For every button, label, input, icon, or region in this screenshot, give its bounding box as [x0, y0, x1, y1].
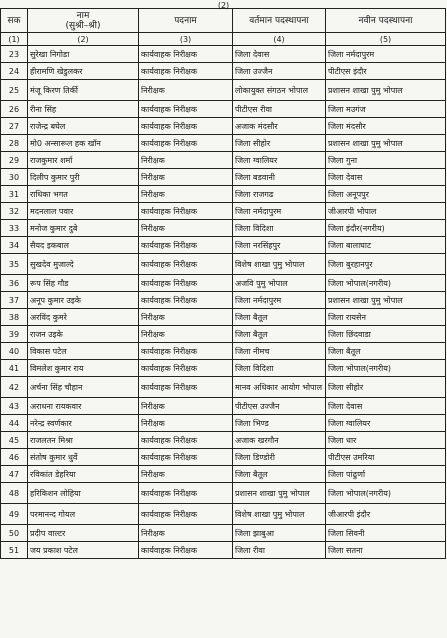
officer-name: हीरामणि खेडुलकर	[28, 63, 139, 80]
serial-number: 31	[1, 186, 28, 203]
designation: कार्यवाहक निरीक्षक	[139, 254, 233, 275]
current-posting: जिला रीवा	[233, 542, 326, 559]
serial-number: 38	[1, 309, 28, 326]
designation: निरीक्षक	[139, 326, 233, 343]
officer-name: सुखदेव मुजाल्दे	[28, 254, 139, 275]
new-posting: जिला पांढुर्णा	[326, 466, 446, 483]
officer-name: संतोष कुमार धुर्वे	[28, 449, 139, 466]
designation: निरीक्षक	[139, 398, 233, 415]
current-posting: पीटीएस उज्जैन	[233, 398, 326, 415]
table-row	[1, 398, 446, 415]
new-posting: जिला इंदौर(नगरीय)	[326, 220, 446, 237]
table-row	[1, 466, 446, 483]
new-posting: पीटीएस इंदौर	[326, 63, 446, 80]
designation: कार्यवाहक निरीक्षक	[139, 343, 233, 360]
column-number: (1)	[1, 33, 28, 46]
designation: कार्यवाहक निरीक्षक	[139, 449, 233, 466]
designation: निरीक्षक	[139, 152, 233, 169]
new-posting: जिला देवास	[326, 169, 446, 186]
serial-number: 37	[1, 292, 28, 309]
current-posting: जिला विदिशा	[233, 220, 326, 237]
new-posting: जिला नर्मदापुरम	[326, 46, 446, 63]
current-posting: विशेष शाखा पुमु भोपाल	[233, 254, 326, 275]
current-posting: जिला भिण्ड	[233, 415, 326, 432]
designation: कार्यवाहक निरीक्षक	[139, 63, 233, 80]
designation: कार्यवाहक निरीक्षक	[139, 101, 233, 118]
new-posting: प्रशासन शाखा पुमु भोपाल	[326, 135, 446, 152]
serial-number: 25	[1, 80, 28, 101]
table-row	[1, 63, 446, 80]
table-row	[1, 449, 446, 466]
current-posting: जिला राजगढ	[233, 186, 326, 203]
officer-name: मो0 अन्सारूल हक खॉन	[28, 135, 139, 152]
designation: निरीक्षक	[139, 415, 233, 432]
table-row	[1, 135, 446, 152]
table-row	[1, 504, 446, 525]
officer-name: सुरेखा निगोडा	[28, 46, 139, 63]
current-posting: मानव अधिकार आयोग भोपाल	[233, 377, 326, 398]
designation: कार्यवाहक निरीक्षक	[139, 432, 233, 449]
column-number-row	[1, 33, 446, 46]
table-row	[1, 152, 446, 169]
header-designation: पदनाम	[139, 9, 233, 33]
transfer-table	[0, 8, 446, 559]
officer-name: जय प्रकाश पटेल	[28, 542, 139, 559]
serial-number: 34	[1, 237, 28, 254]
current-posting: लोकायुक्त संगठन भोपाल	[233, 80, 326, 101]
table-row	[1, 237, 446, 254]
new-posting: जिला मंदसौर	[326, 118, 446, 135]
current-posting: जिला झाबुआ	[233, 525, 326, 542]
serial-number: 40	[1, 343, 28, 360]
serial-number: 48	[1, 483, 28, 504]
page-number: (2)	[217, 1, 230, 10]
serial-number: 24	[1, 63, 28, 80]
officer-name: रविकांत डेहरिया	[28, 466, 139, 483]
current-posting: जिला ग्वालियर	[233, 152, 326, 169]
header-row	[1, 9, 446, 33]
serial-number: 44	[1, 415, 28, 432]
officer-name: विकास पटेल	[28, 343, 139, 360]
serial-number: 49	[1, 504, 28, 525]
officer-name: राधिका भगत	[28, 186, 139, 203]
table-row	[1, 118, 446, 135]
serial-number: 33	[1, 220, 28, 237]
serial-number: 41	[1, 360, 28, 377]
new-posting: जिला बुरहानपुर	[326, 254, 446, 275]
new-posting: जिला बालाघाट	[326, 237, 446, 254]
current-posting: जिला उज्जैन	[233, 63, 326, 80]
designation: निरीक्षक	[139, 220, 233, 237]
new-posting: जिला गुना	[326, 152, 446, 169]
serial-number: 45	[1, 432, 28, 449]
new-posting: जिला मउगंज	[326, 101, 446, 118]
officer-name: परमानन्द गोयल	[28, 504, 139, 525]
current-posting: प्रशासन शाखा पुमु भोपाल	[233, 483, 326, 504]
new-posting: पीटीएस उमरिया	[326, 449, 446, 466]
table-row	[1, 483, 446, 504]
designation: निरीक्षक	[139, 80, 233, 101]
current-posting: अजवि पुमु भोपाल	[233, 275, 326, 292]
header-current-posting: वर्तमान पदस्थापना	[233, 9, 326, 33]
officer-name: राजलतन मिश्रा	[28, 432, 139, 449]
officer-name: नरेन्द्र स्वर्णकार	[28, 415, 139, 432]
serial-number: 39	[1, 326, 28, 343]
officer-name: दिलीप कुमार पुरी	[28, 169, 139, 186]
table-row	[1, 80, 446, 101]
current-posting: जिला विदिशा	[233, 360, 326, 377]
designation: कार्यवाहक निरीक्षक	[139, 237, 233, 254]
officer-name: प्रदीप वाल्टर	[28, 525, 139, 542]
officer-name: राजकुमार शर्मा	[28, 152, 139, 169]
new-posting: जिला छिंदवाडा	[326, 326, 446, 343]
current-posting: जिला नीमच	[233, 343, 326, 360]
officer-name: अराधना रायकवार	[28, 398, 139, 415]
new-posting: जिला देवास	[326, 398, 446, 415]
new-posting: जिला भोपाल(नगरीय)	[326, 275, 446, 292]
table-row	[1, 275, 446, 292]
table-row	[1, 203, 446, 220]
current-posting: विशेष शाखा पुमु भोपाल	[233, 504, 326, 525]
new-posting: जिला सिवनी	[326, 525, 446, 542]
officer-name: राजन उइके	[28, 326, 139, 343]
designation: कार्यवाहक निरीक्षक	[139, 483, 233, 504]
header-name	[28, 9, 139, 33]
table-row	[1, 292, 446, 309]
serial-number: 46	[1, 449, 28, 466]
new-posting: जीआरपी भोपाल	[326, 203, 446, 220]
serial-number: 42	[1, 377, 28, 398]
designation: निरीक्षक	[139, 309, 233, 326]
designation: कार्यवाहक निरीक्षक	[139, 46, 233, 63]
serial-number: 29	[1, 152, 28, 169]
serial-number: 51	[1, 542, 28, 559]
designation: कार्यवाहक निरीक्षक	[139, 542, 233, 559]
current-posting: जिला बैतूल	[233, 466, 326, 483]
new-posting: जिला सतना	[326, 542, 446, 559]
designation: निरीक्षक	[139, 466, 233, 483]
officer-name: रीना सिंह	[28, 101, 139, 118]
officer-name: विमलेश कुमार राय	[28, 360, 139, 377]
new-posting: प्रशासन शाखा पुमु भोपाल	[326, 292, 446, 309]
serial-number: 43	[1, 398, 28, 415]
table-row	[1, 415, 446, 432]
current-posting: अजाक मंदसौर	[233, 118, 326, 135]
header-name-line2: (सुश्री–श्री)	[65, 20, 101, 31]
serial-number: 27	[1, 118, 28, 135]
table-row	[1, 542, 446, 559]
designation: कार्यवाहक निरीक्षक	[139, 504, 233, 525]
designation: कार्यवाहक निरीक्षक	[139, 377, 233, 398]
new-posting: जीआरपी इंदौर	[326, 504, 446, 525]
table-row	[1, 186, 446, 203]
new-posting: जिला ग्वालियर	[326, 415, 446, 432]
officer-name: राजेन्द्र बघेल	[28, 118, 139, 135]
current-posting: जिला नर्मदापुरम	[233, 292, 326, 309]
column-number: (2)	[28, 33, 139, 46]
current-posting: जिला बडवानी	[233, 169, 326, 186]
table-row	[1, 169, 446, 186]
table-row	[1, 220, 446, 237]
current-posting: जिला बैतूल	[233, 309, 326, 326]
table-row	[1, 360, 446, 377]
designation: कार्यवाहक निरीक्षक	[139, 292, 233, 309]
new-posting: जिला सीहोर	[326, 377, 446, 398]
table-row	[1, 377, 446, 398]
new-posting: प्रशासन शाखा पुमु भोपाल	[326, 80, 446, 101]
designation: निरीक्षक	[139, 525, 233, 542]
column-number: (5)	[326, 33, 446, 46]
serial-number: 28	[1, 135, 28, 152]
designation: कार्यवाहक निरीक्षक	[139, 360, 233, 377]
new-posting: जिला भोपाल(नगरीय)	[326, 360, 446, 377]
serial-number: 50	[1, 525, 28, 542]
designation: निरीक्षक	[139, 186, 233, 203]
officer-name: अरविंद कुमरे	[28, 309, 139, 326]
serial-number: 26	[1, 101, 28, 118]
current-posting: जिला नरसिंहपुर	[233, 237, 326, 254]
current-posting: जिला बैतूल	[233, 326, 326, 343]
table-row	[1, 101, 446, 118]
table-row	[1, 309, 446, 326]
new-posting: जिला रायसेन	[326, 309, 446, 326]
table-row	[1, 343, 446, 360]
table-row	[1, 254, 446, 275]
current-posting: जिला डिण्डोरी	[233, 449, 326, 466]
current-posting: जिला सीहोर	[233, 135, 326, 152]
new-posting: जिला धार	[326, 432, 446, 449]
officer-name: सैयद इकबाल	[28, 237, 139, 254]
current-posting: जिला देवास	[233, 46, 326, 63]
designation: कार्यवाहक निरीक्षक	[139, 135, 233, 152]
serial-number: 47	[1, 466, 28, 483]
officer-name: अर्चना सिंह चौहान	[28, 377, 139, 398]
serial-number: 32	[1, 203, 28, 220]
designation: कार्यवाहक निरीक्षक	[139, 118, 233, 135]
header-new-posting: नवीन पदस्थापना	[326, 9, 446, 33]
current-posting: पीटीएस रीवा	[233, 101, 326, 118]
new-posting: जिला अनूपपुर	[326, 186, 446, 203]
column-number: (4)	[233, 33, 326, 46]
header-serial: सक	[1, 9, 28, 33]
table-row	[1, 525, 446, 542]
table-row	[1, 326, 446, 343]
header-name-line1: नाम	[76, 10, 90, 21]
current-posting: अजाक खरगौन	[233, 432, 326, 449]
new-posting: जिला भोपाल(नगरीय)	[326, 483, 446, 504]
officer-name: मदनलाल पवार	[28, 203, 139, 220]
officer-name: मंजू किरण तिर्की	[28, 80, 139, 101]
serial-number: 30	[1, 169, 28, 186]
column-number: (3)	[139, 33, 233, 46]
serial-number: 23	[1, 46, 28, 63]
current-posting: जिला नर्मदापुरम	[233, 203, 326, 220]
table-body	[1, 46, 446, 559]
new-posting: जिला बैतूल	[326, 343, 446, 360]
designation: निरीक्षक	[139, 169, 233, 186]
serial-number: 35	[1, 254, 28, 275]
officer-name: मनोज कुमार दुबे	[28, 220, 139, 237]
officer-name: अनूप कुमार उइके	[28, 292, 139, 309]
officer-name: रूप सिंह गौड	[28, 275, 139, 292]
table-row	[1, 432, 446, 449]
designation: कार्यवाहक निरीक्षक	[139, 203, 233, 220]
table-row	[1, 46, 446, 63]
serial-number: 36	[1, 275, 28, 292]
designation: कार्यवाहक निरीक्षक	[139, 275, 233, 292]
officer-name: हरिकिशन लोहिया	[28, 483, 139, 504]
